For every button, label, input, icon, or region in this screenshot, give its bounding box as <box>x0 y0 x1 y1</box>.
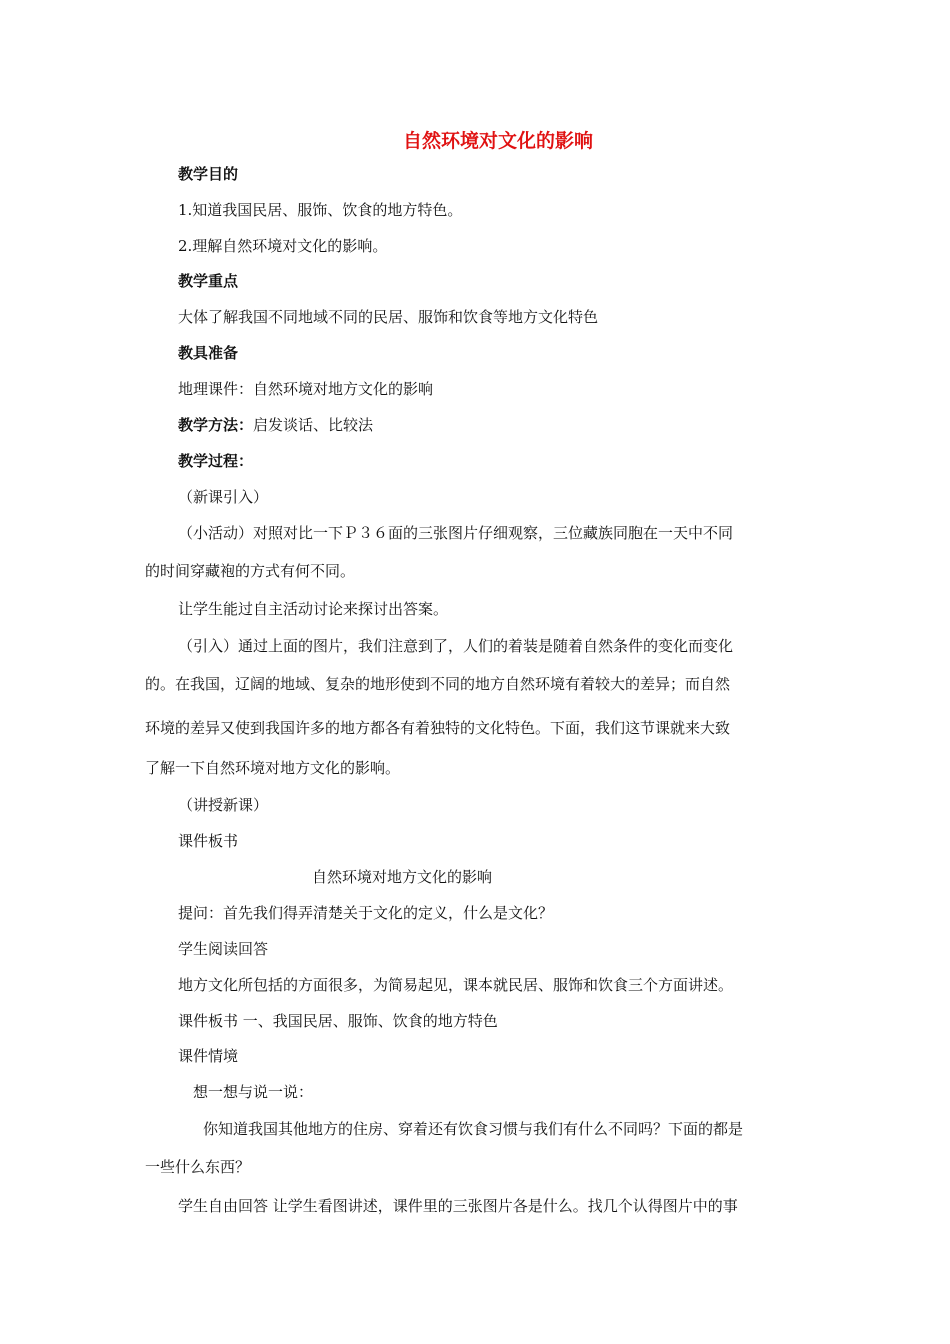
prompt-line-2: 一些什么东西？ <box>145 1158 251 1176</box>
activity-line-1: （小活动）对照对比一下Ｐ３６面的三张图片仔细观察，三位藏族同胞在一天中不同 <box>178 524 734 542</box>
method-row <box>178 415 373 435</box>
objective-2: 2.理解自然环境对文化的影响。 <box>178 237 388 255</box>
board-label: 课件板书 <box>178 832 239 850</box>
board-section-1: 课件板书 一、我国民居、服饰、饮食的地方特色 <box>178 1012 498 1030</box>
process-heading: 教学过程： <box>178 452 254 470</box>
intro-line-2: 的。在我国，辽阔的地域、复杂的地形使到不同的地方自然环境有着较大的差异；而自然 <box>145 675 731 693</box>
activity-line-2: 的时间穿藏袍的方式有何不同。 <box>145 562 356 580</box>
objectives-heading: 教学目的 <box>178 165 239 183</box>
discussion-text: 让学生能过自主活动讨论来探讨出答案。 <box>178 600 449 618</box>
focus-heading: 教学重点 <box>178 272 239 290</box>
teach-new-marker: （讲授新课） <box>178 796 269 814</box>
prompt-line-1: 你知道我国其他地方的住房、穿着还有饮食习惯与我们有什么不同吗？下面的都是 <box>203 1120 744 1138</box>
student-answer: 学生阅读回答 <box>178 940 269 958</box>
new-lesson-intro: （新课引入） <box>178 488 269 506</box>
objective-1: 1.知道我国民居、服饰、饮食的地方特色。 <box>178 201 463 219</box>
intro-line-4: 了解一下自然环境对地方文化的影响。 <box>145 759 401 777</box>
method-text: 启发谈话、比较法 <box>253 416 374 434</box>
board-title: 自然环境对地方文化的影响 <box>312 868 493 886</box>
last-line: 学生自由回答 让学生看图讲述，课件里的三张图片各是什么。找几个认得图片中的事 <box>178 1197 738 1215</box>
materials-text: 地理课件：自然环境对地方文化的影响 <box>178 380 434 398</box>
materials-heading: 教具准备 <box>178 344 239 362</box>
focus-text: 大体了解我国不同地域不同的民居、服饰和饮食等地方文化特色 <box>178 308 599 326</box>
intro-line-3: 环境的差异又使到我国许多的地方都各有着独特的文化特色。下面，我们这节课就来大致 <box>145 719 731 737</box>
think-and-say: 想一想与说一说： <box>193 1083 314 1101</box>
intro-line-1: （引入）通过上面的图片，我们注意到了，人们的着装是随着自然条件的变化而变化 <box>178 637 734 655</box>
scenario-label: 课件情境 <box>178 1047 239 1065</box>
document-title: 自然环境对文化的影响 <box>402 130 593 152</box>
method-label: 教学方法： <box>178 416 254 434</box>
question-text: 提问：首先我们得弄清楚关于文化的定义，什么是文化？ <box>178 904 554 922</box>
culture-scope: 地方文化所包括的方面很多，为简易起见，课本就民居、服饰和饮食三个方面讲述。 <box>178 976 734 994</box>
